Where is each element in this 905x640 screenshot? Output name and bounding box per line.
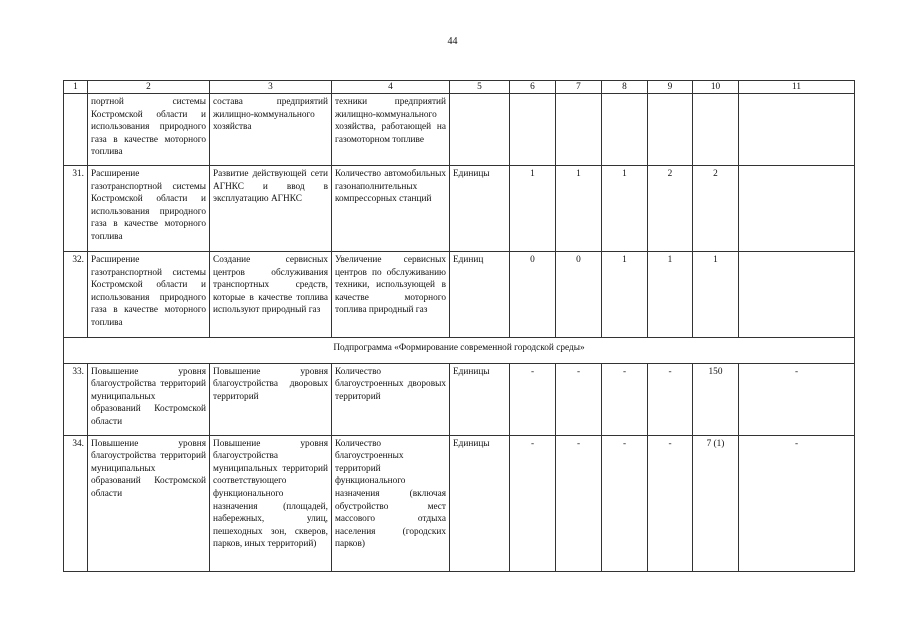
table-row xyxy=(64,363,855,435)
value-cell: - xyxy=(510,363,556,435)
value-cell: 1 xyxy=(602,166,648,252)
header-cell: 1 xyxy=(64,81,88,94)
table-row xyxy=(64,435,855,571)
header-cell: 10 xyxy=(693,81,739,94)
indicator-cell: Количество благоустроенных территорий функционального назначения (включая обустройство мест массового отдыха населения (городских парков) xyxy=(332,435,450,571)
value-cell xyxy=(739,166,855,252)
value-cell: 1 xyxy=(602,252,648,338)
value-cell: - xyxy=(739,363,855,435)
value-cell: - xyxy=(602,435,648,571)
subprogram-row xyxy=(64,338,855,364)
value-cell: 1 xyxy=(648,252,693,338)
subprogram-title: Подпрограмма «Формирование современной городской среды» xyxy=(64,338,855,364)
value-cell xyxy=(739,252,855,338)
header-cell: 11 xyxy=(739,81,855,94)
row-number: 33. xyxy=(64,363,88,435)
value-cell: 0 xyxy=(556,252,602,338)
unit-cell: Единицы xyxy=(450,166,510,252)
unit-cell: Единицы xyxy=(450,363,510,435)
header-cell: 5 xyxy=(450,81,510,94)
value-cell: 1 xyxy=(556,166,602,252)
indicator-cell: Увеличение сервисных центров по обслуживанию техники, использующей в качестве моторного топлива природный газ xyxy=(332,252,450,338)
unit-cell: Единицы xyxy=(450,435,510,571)
activity-cell: Развитие действующей сети АГНКС и ввод в эксплуатацию АГНКС xyxy=(210,166,332,252)
header-cell: 2 xyxy=(88,81,210,94)
value-cell: 2 xyxy=(648,166,693,252)
measure-cell: портной системы Костромской области и использования природного газа в качестве моторного топлива xyxy=(88,94,210,166)
activity-cell: Создание сервисных центров обслуживания транспортных средств, которые в качестве топлива используют природный газ xyxy=(210,252,332,338)
table-cell xyxy=(450,94,510,166)
table-cell xyxy=(64,94,88,166)
row-number: 31. xyxy=(64,166,88,252)
value-cell: 2 xyxy=(693,166,739,252)
value-cell: - xyxy=(739,435,855,571)
indicators-table xyxy=(63,80,855,572)
header-cell: 9 xyxy=(648,81,693,94)
header-cell: 3 xyxy=(210,81,332,94)
activity-cell: состава предприятий жилищно-коммунального хозяйства xyxy=(210,94,332,166)
table-cell xyxy=(648,94,693,166)
value-cell: - xyxy=(648,363,693,435)
value-cell: - xyxy=(648,435,693,571)
column-number-row xyxy=(64,81,855,94)
value-cell: - xyxy=(556,435,602,571)
header-cell: 7 xyxy=(556,81,602,94)
table-row xyxy=(64,252,855,338)
indicator-cell: Количество благоустроенных дворовых территорий xyxy=(332,363,450,435)
table-cell xyxy=(602,94,648,166)
page-number: 44 xyxy=(447,36,458,47)
continuation-row xyxy=(64,94,855,166)
table-cell xyxy=(556,94,602,166)
unit-cell: Единиц xyxy=(450,252,510,338)
value-cell: 1 xyxy=(693,252,739,338)
indicator-cell: Количество автомобильных газонаполнительных компрессорных станций xyxy=(332,166,450,252)
table-cell xyxy=(510,94,556,166)
table-cell xyxy=(693,94,739,166)
indicator-cell: техники предприятий жилищно-коммунального хозяйства, работающей на газомоторном топливе xyxy=(332,94,450,166)
measure-cell: Повышение уровня благоустройства территорий муниципальных образований Костромской области xyxy=(88,363,210,435)
value-cell: - xyxy=(602,363,648,435)
value-cell: 1 xyxy=(510,166,556,252)
table-row xyxy=(64,166,855,252)
measure-cell: Расширение газотранспортной системы Костромской области и использования природного газа в качестве моторного топлива xyxy=(88,252,210,338)
row-number: 32. xyxy=(64,252,88,338)
header-cell: 6 xyxy=(510,81,556,94)
value-cell: - xyxy=(556,363,602,435)
header-cell: 8 xyxy=(602,81,648,94)
value-cell: 0 xyxy=(510,252,556,338)
value-cell: 7 (1) xyxy=(693,435,739,571)
value-cell: 150 xyxy=(693,363,739,435)
measure-cell: Расширение газотранспортной системы Костромской области и использования природного газа в качестве моторного топлива xyxy=(88,166,210,252)
header-cell: 4 xyxy=(332,81,450,94)
row-number: 34. xyxy=(64,435,88,571)
measure-cell: Повышение уровня благоустройства территорий муниципальных образований Костромской области xyxy=(88,435,210,571)
activity-cell: Повышение уровня благоустройства муниципальных территорий соответствующего функционального назначения (площадей, набережных, улиц, пешеходных зон, скверов, парков, иных территорий) xyxy=(210,435,332,571)
activity-cell: Повышение уровня благоустройства дворовых территорий xyxy=(210,363,332,435)
table-cell xyxy=(739,94,855,166)
value-cell: - xyxy=(510,435,556,571)
